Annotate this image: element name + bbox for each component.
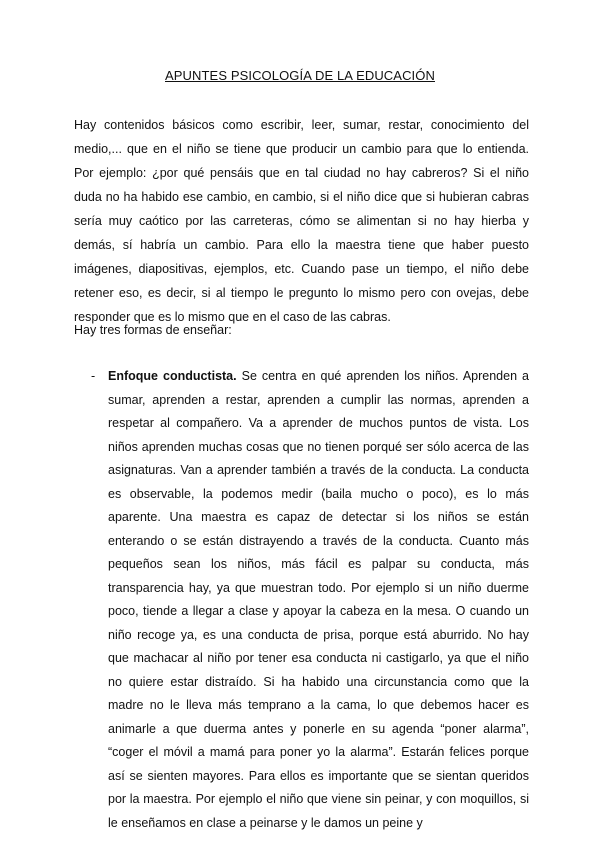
teaching-approaches-list <box>74 365 529 835</box>
intro-paragraph: Hay contenidos básicos como escribir, leer, sumar, restar, conocimiento del medio,... que en el niño se tiene que producir un cambio para que lo entienda. Por ejemplo: ¿por qué pensáis que en tal ciudad no hay cabreros? Si el niño duda no ha habido ese cambio, en cambio, si el niño dice que si hubieran cabras sería muy caótico por las carreteras, cómo se alimentan si no hay hierba y demás, sí habría un cambio. Para ello la maestra tiene que haber puesto imágenes, diapositivas, ejemplos, etc. Cuando pase un tiempo, el niño debe retener eso, es decir, si al tiempo le pregunto lo mismo pero con ovejas, debe responder que es lo mismo que en el caso de las cabras. <box>74 118 529 324</box>
list-item <box>74 365 529 835</box>
list-item-text: Se centra en qué aprenden los niños. Aprenden a sumar, aprenden a restar, aprenden a cumplir las normas, aprenden a respetar al compañero. Va a aprender de muchos puntos de vista. Los niños aprenden muchas cosas que no tienen porqué ser sólo acerca de las asignaturas. Van a aprender también a través de la conducta. La conducta es observable, la podemos medir (baila mucho o poco), es lo más aparente. Una maestra es capaz de detectar si los niños se están enterando o se están distrayendo a través de la conducta. Cuanto más pequeños sean los niños, más fácil es palpar su conducta, más transparencia hay, ya que muestran todo. Por ejemplo si un niño duerme poco, tiende a llegar a clase y apoyar la cabeza en la mesa. O cuando un niño recoge ya, es una conducta de prisa, porque está aburrido. No hay que machacar al niño por tener esa conducta ni castigarlo, ya que el niño no quiere estar distraído. Si ha habido una circunstancia como que la madre no le lleva más temprano a la cama, lo que debemos hacer es animarle a que duerma antes y ponerle en su agenda “poner alarma”, “coger el móvil a mamá para poner yo la alarma”. Estarán felices porque así se sienten mayores. Para ellos es importante que se sientan queridos por la maestra. Por ejemplo el niño que viene sin peinar, y con moquillos, si le enseñamos en clase a peinarse y le damos un peine y <box>108 369 529 830</box>
list-item-title: Enfoque conductista. <box>108 369 237 383</box>
dash-bullet: - <box>91 369 96 383</box>
document-title: APUNTES PSICOLOGÍA DE LA EDUCACIÓN <box>165 68 435 83</box>
forms-intro-paragraph: Hay tres formas de enseñar: <box>74 323 232 337</box>
